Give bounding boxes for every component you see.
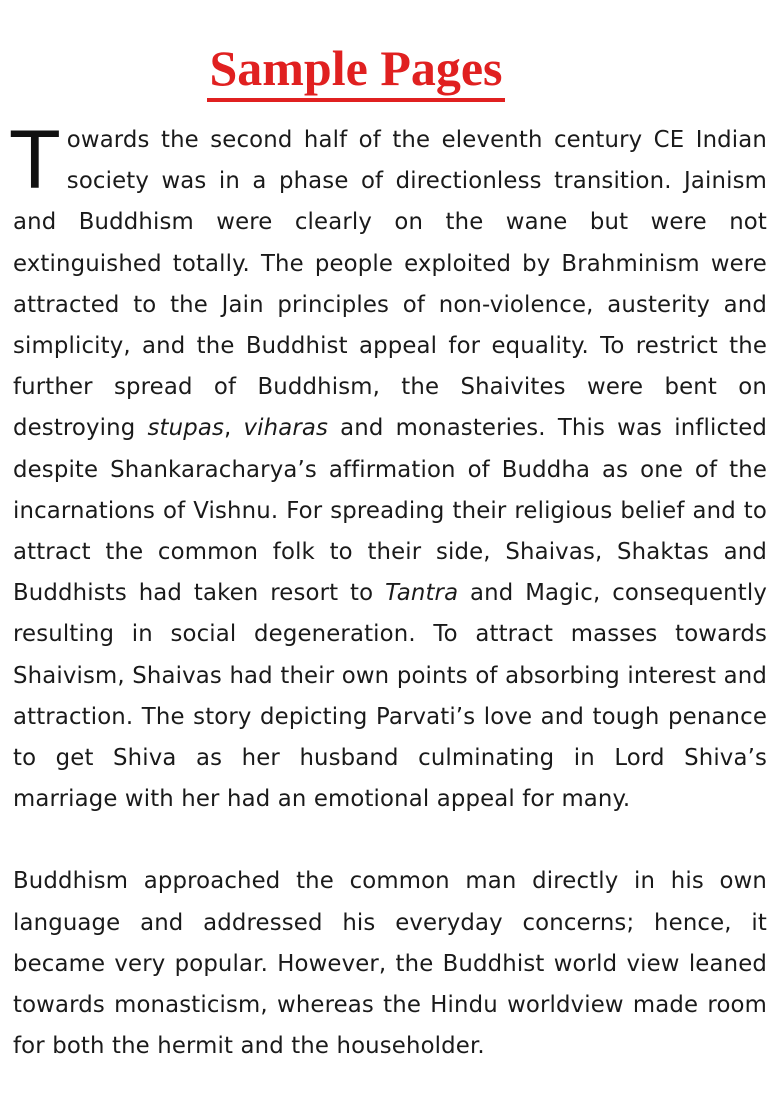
paragraph-1-text: and monasteries. This was inflicted despite Shankaracharya’s affirmation of Buddha as one of the incarnations of Vishnu. For spreading their religious belief and to attract the common folk to their side, Shaivas, Shaktas and Buddhists had taken resort to <box>13 415 768 607</box>
title-container <box>0 40 712 102</box>
paragraph-1-text: , <box>224 415 244 442</box>
paragraph-1-text: and Magic, consequently resulting in social degeneration. To attract masses towards Shaivism, Shaivas had their own points of absorbing interest and attraction. The story depicting Parvati’s love and tough penance to get Shiva as her husband culminating in Lord Shiva’s marriage with her had an emotional appeal for many. <box>13 580 767 813</box>
drop-cap: T <box>11 117 59 207</box>
italic-term-viharas: viharas <box>243 415 329 442</box>
page-title: Sample Pages <box>207 40 504 102</box>
paragraph-2: Buddhism approached the common man directly in his own language and addressed his everyday concerns; hence, it became very popular. However, the Buddhist world view leaned towards monasticism, whereas the Hindu worldview made room for both the hermit and the householder. <box>13 868 767 1060</box>
body-text <box>11 117 768 1067</box>
paragraph-1-text: owards the second half of the eleventh century CE Indian society was in a phase of directionless transition. Jainism and Buddhism were clearly on the wane but were not extinguished totally. The people exploited by Brahminism were attracted to the Jain principles of non-violence, austerity and simplicity, and the Buddhist appeal for equality. To restrict the further spread of Buddhism, the Shaivites were bent on destroying <box>13 127 767 442</box>
italic-term-stupas: stupas <box>147 415 224 442</box>
paragraph-1 <box>11 117 768 820</box>
italic-term-tantra: Tantra <box>385 580 459 607</box>
